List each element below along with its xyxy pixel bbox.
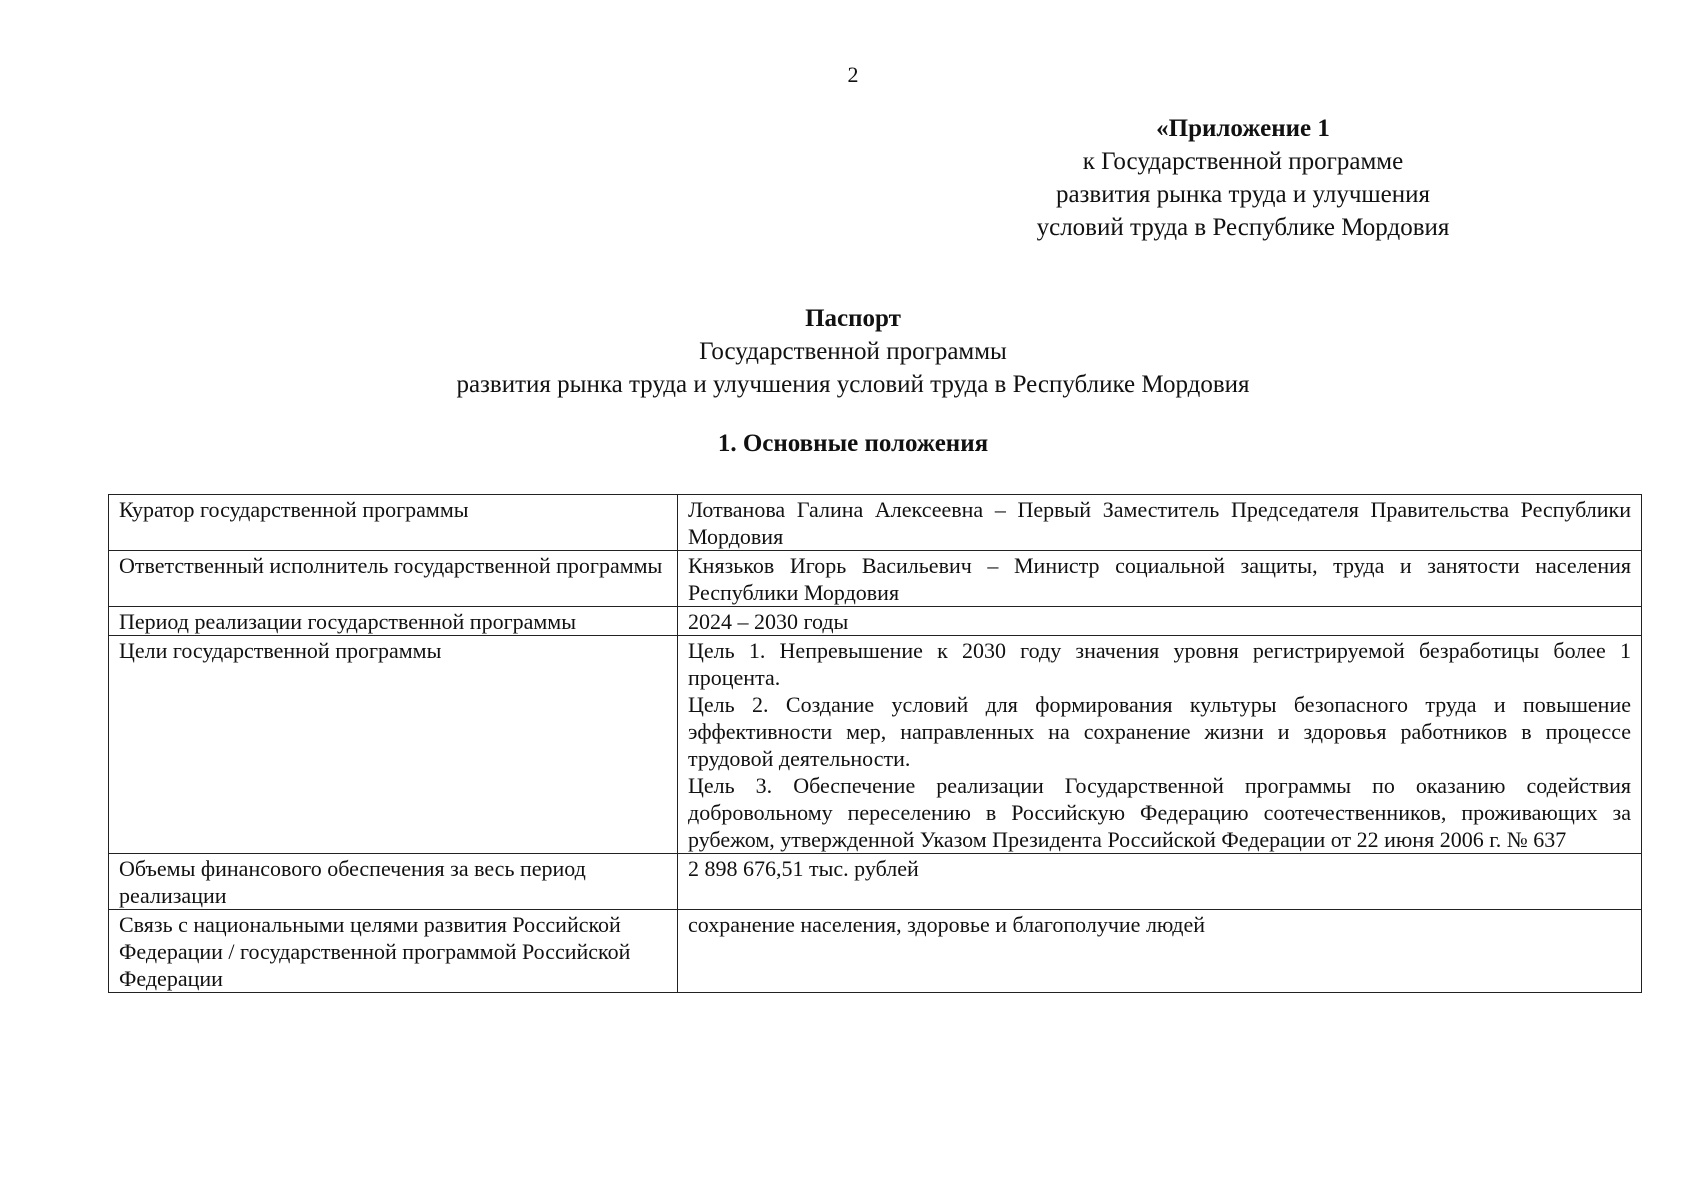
row-value — [678, 636, 1642, 854]
appendix-line-1: к Государственной программе — [1082, 148, 1404, 175]
goal-1: Цель 1. Непревышение к 2030 году значения уровня регистрируемой безработицы более 1 процента. — [688, 638, 1631, 690]
table-row-executor — [109, 551, 1642, 607]
page-number: 2 — [847, 62, 859, 87]
row-value: сохранение населения, здоровье и благополучие людей — [678, 910, 1642, 993]
passport-title: Паспорт — [805, 305, 901, 332]
row-label: Ответственный исполнитель государственной программы — [109, 551, 678, 607]
row-label: Куратор государственной программы — [109, 495, 678, 551]
goal-3: Цель 3. Обеспечение реализации Государственной программы по оказанию содействия добровольному переселению в Российскую Федерацию соотечественников, проживающих за рубежом, утвержденной Указом Президента Российской Федерации от 22 июня 2006 г. № 637 — [688, 773, 1631, 852]
row-value: 2024 – 2030 годы — [678, 607, 1642, 636]
passport-line-1: Государственной программы — [699, 338, 1007, 365]
appendix-header — [950, 112, 1536, 244]
appendix-line-3: условий труда в Республике Мордовия — [1036, 214, 1450, 241]
table-row-funding — [109, 854, 1642, 910]
table-row-period — [109, 607, 1642, 636]
passport-line-2: развития рынка труда и улучшения условий труда в Республике Мордовия — [456, 371, 1250, 398]
row-label: Период реализации государственной программы — [109, 607, 678, 636]
passport-table — [108, 494, 1642, 993]
passport-heading — [0, 302, 1706, 401]
row-value: Князьков Игорь Васильевич – Министр социальной защиты, труда и занятости населения Республики Мордовия — [678, 551, 1642, 607]
appendix-title: «Приложение 1 — [1156, 115, 1330, 142]
section-title: 1. Основные положения — [717, 430, 989, 457]
table-row-curator — [109, 495, 1642, 551]
row-label: Связь с национальными целями развития Российской Федерации / государственной программой Российской Федерации — [109, 910, 678, 993]
row-label: Цели государственной программы — [109, 636, 678, 854]
table-row-national-goals — [109, 910, 1642, 993]
row-value: Лотванова Галина Алексеевна – Первый Заместитель Председателя Правительства Республики Мордовия — [678, 495, 1642, 551]
goal-2: Цель 2. Создание условий для формирования культуры безопасного труда и повышение эффективности мер, направленных на сохранение жизни и здоровья работников в процессе трудовой деятельности. — [688, 692, 1631, 771]
row-value: 2 898 676,51 тыс. рублей — [678, 854, 1642, 910]
appendix-line-2: развития рынка труда и улучшения — [1055, 181, 1431, 208]
row-label: Объемы финансового обеспечения за весь период реализации — [109, 854, 678, 910]
table-row-goals — [109, 636, 1642, 854]
